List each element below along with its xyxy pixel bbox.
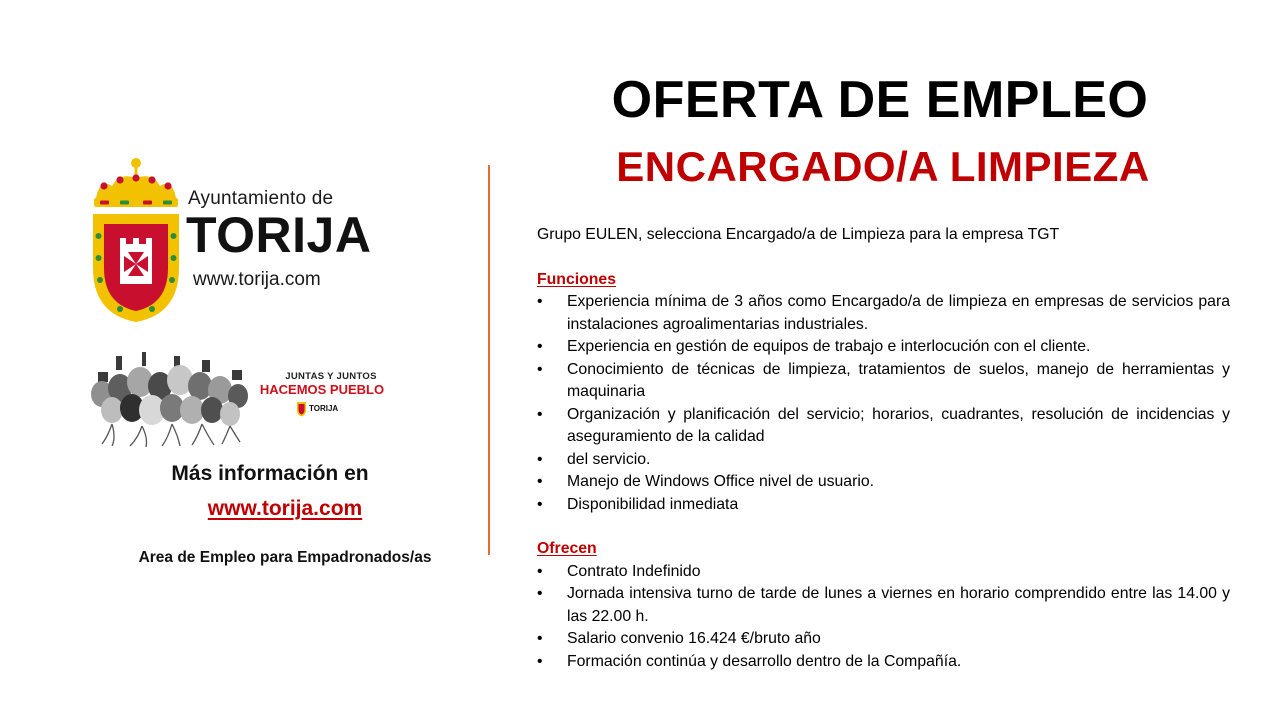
list-item: • Experiencia mínima de 3 años como Encargado/a de limpieza en empresas de servicios para instalaciones agroalimentarias industriales. bbox=[537, 291, 1230, 336]
list-item: • del servicio. bbox=[537, 449, 1230, 472]
list-item: • Manejo de Windows Office nivel de usuario. bbox=[537, 471, 1230, 494]
list-item: • Salario convenio 16.424 €/bruto año bbox=[537, 628, 1230, 651]
list-item: • Organización y planificación del servicio; horarios, cuadrantes, resolución de incidencias y aseguramiento de la calidad bbox=[537, 404, 1230, 449]
vertical-divider bbox=[488, 165, 490, 555]
crowd-illustration-icon bbox=[82, 350, 252, 448]
coat-of-arms-icon bbox=[90, 156, 182, 326]
slogan-line-1: JUNTAS Y JUNTOS bbox=[285, 371, 377, 382]
mini-town-name: TORIJA bbox=[309, 404, 339, 413]
list-item: • Conocimiento de técnicas de limpieza, tratamientos de suelos, manejo de herramientas y maquinaria bbox=[537, 359, 1230, 404]
list-item: • Jornada intensiva turno de tarde de lunes a viernes en horario comprendido entre las 14.00 y las 22.00 h. bbox=[537, 583, 1230, 628]
list-item: • Disponibilidad inmediata bbox=[537, 494, 1230, 517]
more-info-label: Más información en bbox=[171, 462, 369, 485]
intro-text: Grupo EULEN, selecciona Encargado/a de Limpieza para la empresa TGT bbox=[537, 226, 1060, 243]
list-item: • Experiencia en gestión de equipos de trabajo e interlocución con el cliente. bbox=[537, 336, 1230, 359]
website-link[interactable]: www.torija.com bbox=[207, 497, 363, 520]
campaign-banner bbox=[82, 350, 402, 448]
list-item: • Contrato Indefinido bbox=[537, 561, 1230, 584]
page-title: OFERTA DE EMPLEO bbox=[611, 71, 1149, 129]
torija-logo bbox=[90, 156, 420, 326]
slogan-line-2: HACEMOS PUEBLO bbox=[259, 382, 385, 397]
job-description bbox=[537, 224, 1230, 673]
crown-icon bbox=[94, 158, 178, 207]
mini-crest-icon bbox=[296, 401, 307, 417]
shield-icon bbox=[93, 214, 179, 322]
logo-website: www.torija.com bbox=[193, 269, 321, 290]
website-link-wrap bbox=[40, 497, 530, 521]
ayuntamiento-label: Ayuntamiento de bbox=[188, 188, 334, 209]
funciones-heading: Funciones bbox=[537, 270, 616, 288]
employment-area-label: Area de Empleo para Empadronados/as bbox=[138, 549, 432, 566]
town-name: TORIJA bbox=[186, 207, 372, 263]
job-title: ENCARGADO/A LIMPIEZA bbox=[616, 143, 1150, 190]
funciones-list bbox=[537, 291, 1230, 516]
ofrecen-list bbox=[537, 561, 1230, 674]
list-item: • Formación continúa y desarrollo dentro de la Compañía. bbox=[537, 651, 1230, 674]
ofrecen-heading: Ofrecen bbox=[537, 540, 597, 557]
